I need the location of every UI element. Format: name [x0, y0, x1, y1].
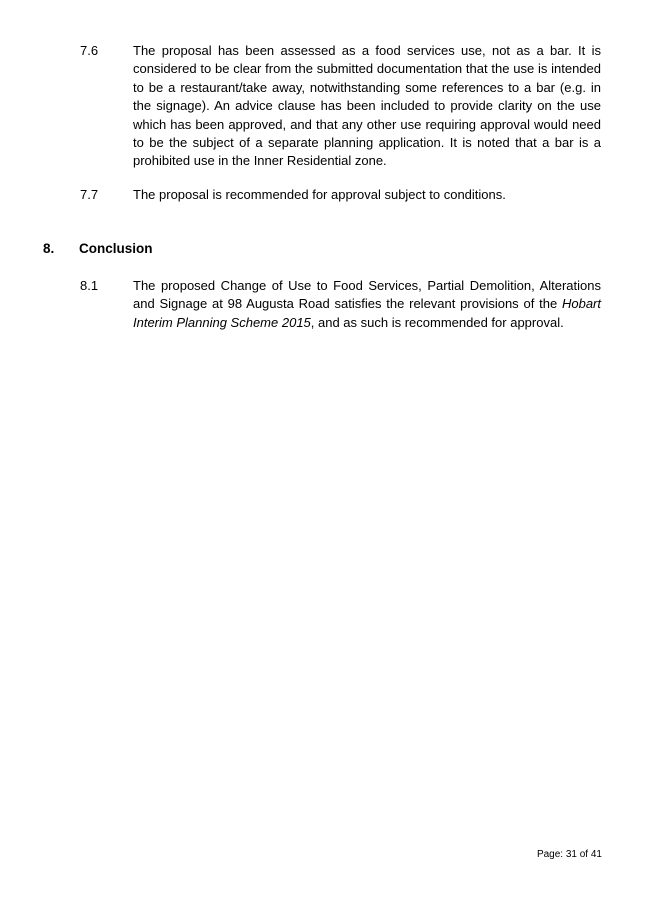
section-title: Conclusion: [79, 241, 153, 256]
paragraph-text-part: , and as such is recommended for approval.: [310, 314, 564, 330]
paragraph-text: The proposal has been assessed as a food services use, not as a bar. It is considered to be clear from the submitted documentation that the use is intended to be a restaurant/take away, notwithstanding some references to a bar (e.g. in the signage). An advice clause has been included to provide clarity on the use which has been approved, and that any other use requiring approval would need to be the subject of a separate planning application. It is noted that a bar is a prohibited use in the Inner Residential zone.: [133, 43, 601, 169]
paragraph-number: 7.7: [80, 187, 99, 202]
page-number-footer: Page: 31 of 41: [536, 849, 602, 860]
section-heading-conclusion: [43, 240, 153, 258]
paragraph-number: 7.6: [80, 43, 99, 58]
paragraph-number: 8.1: [80, 278, 99, 293]
paragraph-text: The proposal is recommended for approval subject to conditions.: [133, 187, 506, 202]
scheme-title-italic: Hobart Interim Planning Scheme 2015: [133, 296, 601, 330]
paragraph-text: [133, 277, 601, 332]
section-number: 8.: [43, 241, 55, 256]
paragraph-text-part: The proposed Change of Use to Food Services, Partial Demolition, Alterations and Signage at 98 Augusta Road satisfies the relevant provisions of the: [133, 278, 601, 312]
